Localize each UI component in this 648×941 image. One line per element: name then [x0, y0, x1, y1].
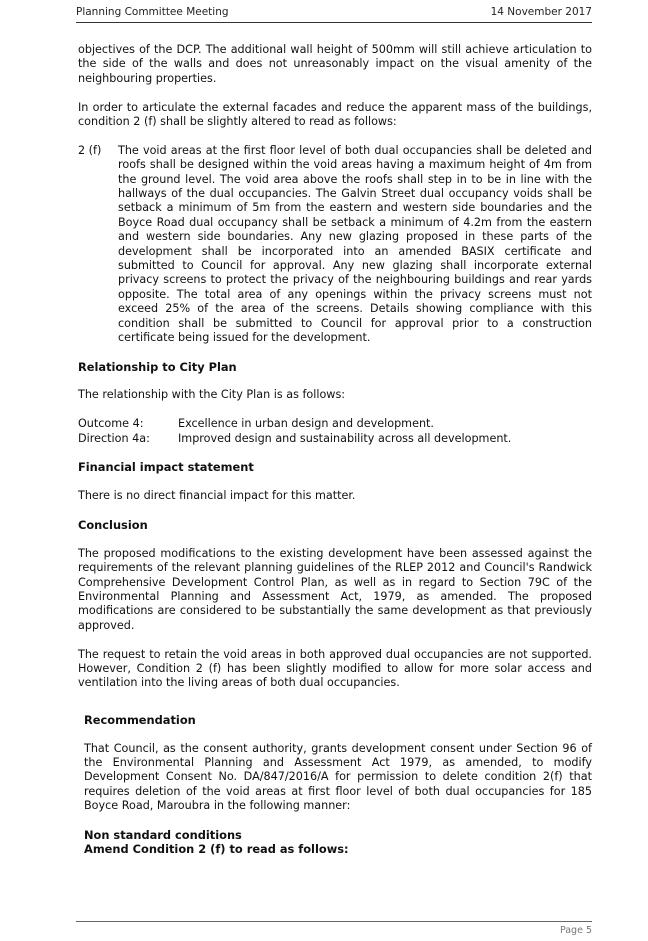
condition-text: The void areas at the first floor level of both dual occupancies shall be deleted and roofs shall be designed within the void areas having a maximum height of 4m from the ground level. The void area above the roofs shall step in to be in line with the hallways of the dual occupancies. The Galvin Street dual occupancy voids shall be setback a minimum of 5m from the eastern and western side boundaries and the Boyce Road dual occupancy shall be setback a minimum of 4.2m from the eastern and western side boundaries. Any new glazing proposed in these parts of the development shall be incorporated into an amended BASIX certificate and submitted to Council for approval. Any new glazing shall incorporate external privacy screens to protect the privacy of the neighbouring buildings and rear yards opposite. The total area of any openings within the privacy screens must not exceed 25% of the area of the screens. Details showing compliance with this condition shall be submitted to Council for approval prior to a construction certificate being issued for the development. [118, 143, 592, 345]
heading-financial: Financial impact statement [78, 460, 254, 475]
row-key: Direction 4a: [78, 431, 150, 445]
heading-city-plan: Relationship to City Plan [78, 359, 237, 374]
row-value: Excellence in urban design and development. [178, 417, 434, 431]
recommendation-section [78, 713, 592, 857]
row-key: Outcome 4: [78, 417, 144, 431]
condition-number: 2 (f) [78, 143, 102, 157]
paragraph-articulation: In order to articulate the external facades and reduce the apparent mass of the buildings, condition 2 (f) shall be slightly altered to read as follows: [78, 100, 592, 129]
city-plan-row-outcome [78, 417, 592, 431]
conclusion-paragraph-2: The request to retain the void areas in both approved dual occupancies are not supported. However, Condition 2 (f) has been slightly modified to allow for more solar access and ventilation into the living areas of both dual occupancies. [78, 647, 592, 690]
row-value: Improved design and sustainability across all development. [178, 431, 512, 445]
recommendation-text: That Council, as the consent authority, grants development consent under Section 96 of the Environmental Planning and Assessment Act 1979, as amended, to modify Development Consent No. DA/847/2016/A for permission to delete condition 2(f) that requires deletion of the void areas at first floor level of both dual occupancies for 185 Boyce Road, Maroubra in the following manner: [84, 741, 592, 813]
amend-condition: Amend Condition 2 (f) to read as follows: [84, 842, 349, 857]
footer-divider [76, 921, 592, 922]
document-body [78, 43, 592, 857]
conclusion-paragraph-1: The proposed modifications to the existing development have been assessed against the requirements of the relevant planning guidelines of the RLEP 2012 and Council's Randwick Comprehensive Development Control Plan, as well as in regard to Section 79C of the Environmental Planning and Assessment Act, 1979, as amended. The proposed modifications are considered to be substantially the same development as that previously approved. [78, 546, 592, 632]
heading-recommendation: Recommendation [84, 712, 196, 727]
page-header [76, 4, 592, 23]
condition-2f [78, 144, 592, 346]
heading-conclusion: Conclusion [78, 517, 148, 532]
non-standard-conditions: Non standard conditions [84, 827, 242, 842]
city-plan-row-direction [78, 432, 592, 446]
financial-text: There is no direct financial impact for this matter. [78, 489, 356, 503]
city-plan-intro: The relationship with the City Plan is as follows: [78, 388, 346, 402]
meeting-date: 14 November 2017 [490, 6, 592, 18]
paragraph-dcp-objectives: objectives of the DCP. The additional wall height of 500mm will still achieve articulation to the side of the walls and does not unreasonably impact on the visual amenity of the neighbouring properties. [78, 43, 592, 85]
meeting-title: Planning Committee Meeting [76, 6, 229, 18]
page-number: Page 5 [559, 925, 592, 936]
